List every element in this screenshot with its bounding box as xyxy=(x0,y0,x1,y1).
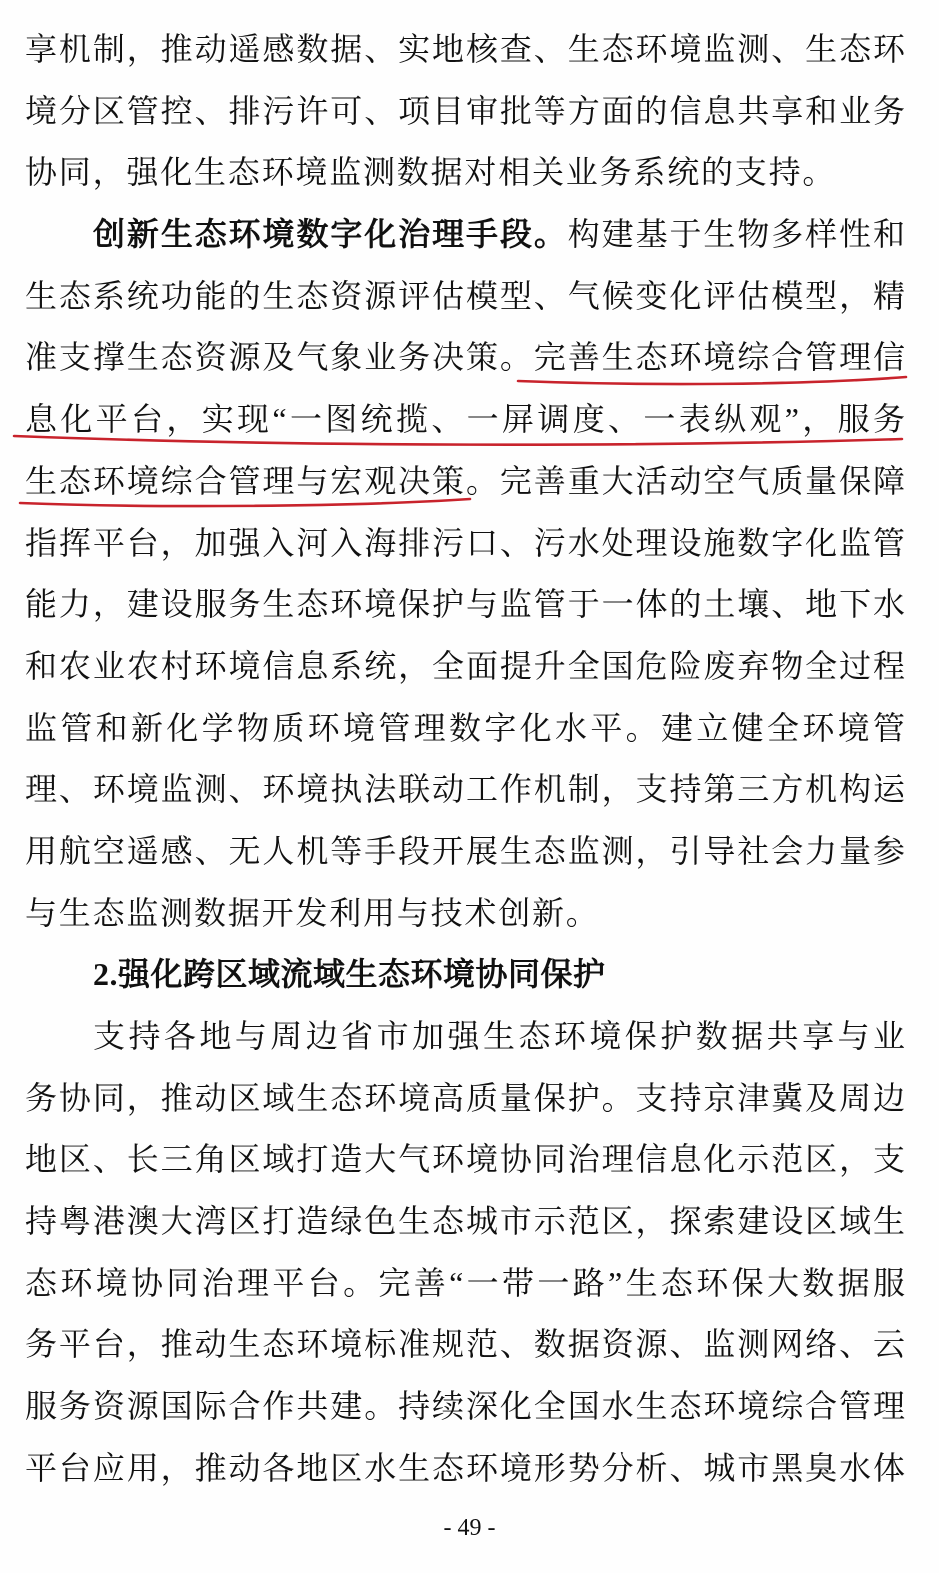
text-line: 与生态监测数据开发利用与技术创新。 xyxy=(25,894,600,931)
section-heading: 2.强化跨区域流域生态环境协同保护 xyxy=(93,956,606,993)
body-text xyxy=(25,19,905,1500)
text-line: 和农业农村环境信息系统，全面提升全国危险废弃物全过程 xyxy=(25,647,905,684)
text-line: 享机制，推动遥感数据、实地核查、生态环境监测、生态环 xyxy=(25,31,905,67)
text-line xyxy=(25,451,905,513)
text-line: 理、环境监测、环境执法联动工作机制，支持第三方机构运 xyxy=(25,771,905,808)
text-line: 地区、长三角区域打造大气环境协同治理信息化示范区，支 xyxy=(25,1141,905,1178)
text-line xyxy=(25,327,905,389)
text-line: 务平台，推动生态环境标准规范、数据资源、监测网络、云 xyxy=(25,1326,905,1363)
text-line: 指挥平台，加强入河入海排污口、污水处理设施数字化监管 xyxy=(25,524,905,561)
text-span: 完善重大活动空气质量保障 xyxy=(499,462,905,499)
text-line: 用航空遥感、无人机等手段开展生态监测，引导社会力量参 xyxy=(25,832,905,869)
text-line: 协同，强化生态环境监测数据对相关业务系统的支持。 xyxy=(25,154,837,191)
text-line: 平台应用，推动各地区水生态环境形势分析、城市黑臭水体 xyxy=(25,1449,905,1486)
underlined-text: 生态环境综合管理与宏观决策。 xyxy=(25,462,500,499)
text-line: 境分区管控、排污许可、项目审批等方面的信息共享和业务 xyxy=(25,92,905,129)
text-line xyxy=(25,204,905,266)
underlined-text: 完善生态环境综合管理信 xyxy=(533,339,905,376)
text-line: 服务资源国际合作共建。持续深化全国水生态环境综合管理 xyxy=(25,1388,905,1425)
text-span: 构建基于生物多样性和 xyxy=(567,216,905,253)
text-line: 态环境协同治理平台。完善“一带一路”生态环保大数据服 xyxy=(25,1264,905,1301)
underlined-text: 息化平台，实现“一图统揽、一屏调度、一表纵观”，服务 xyxy=(25,401,905,438)
paragraph-lead: 创新生态环境数字化治理手段。 xyxy=(93,216,568,253)
text-line: 能力，建设服务生态环境保护与监管于一体的土壤、地下水 xyxy=(25,586,905,623)
text-span: 准支撑生态资源及气象业务决策。 xyxy=(25,339,534,376)
text-line: 生态系统功能的生态资源评估模型、气候变化评估模型，精 xyxy=(25,277,905,314)
text-line: 务协同，推动区域生态环境高质量保护。支持京津冀及周边 xyxy=(25,1079,905,1116)
text-line: 监管和新化学物质环境管理数字化水平。建立健全环境管 xyxy=(25,709,905,746)
text-line xyxy=(25,389,905,451)
page-number: - 49 - xyxy=(443,1515,496,1541)
text-line: 支持各地与周边省市加强生态环境保护数据共享与业 xyxy=(93,1018,905,1054)
text-line: 持粤港澳大湾区打造绿色生态城市示范区，探索建设区域生 xyxy=(25,1203,905,1240)
